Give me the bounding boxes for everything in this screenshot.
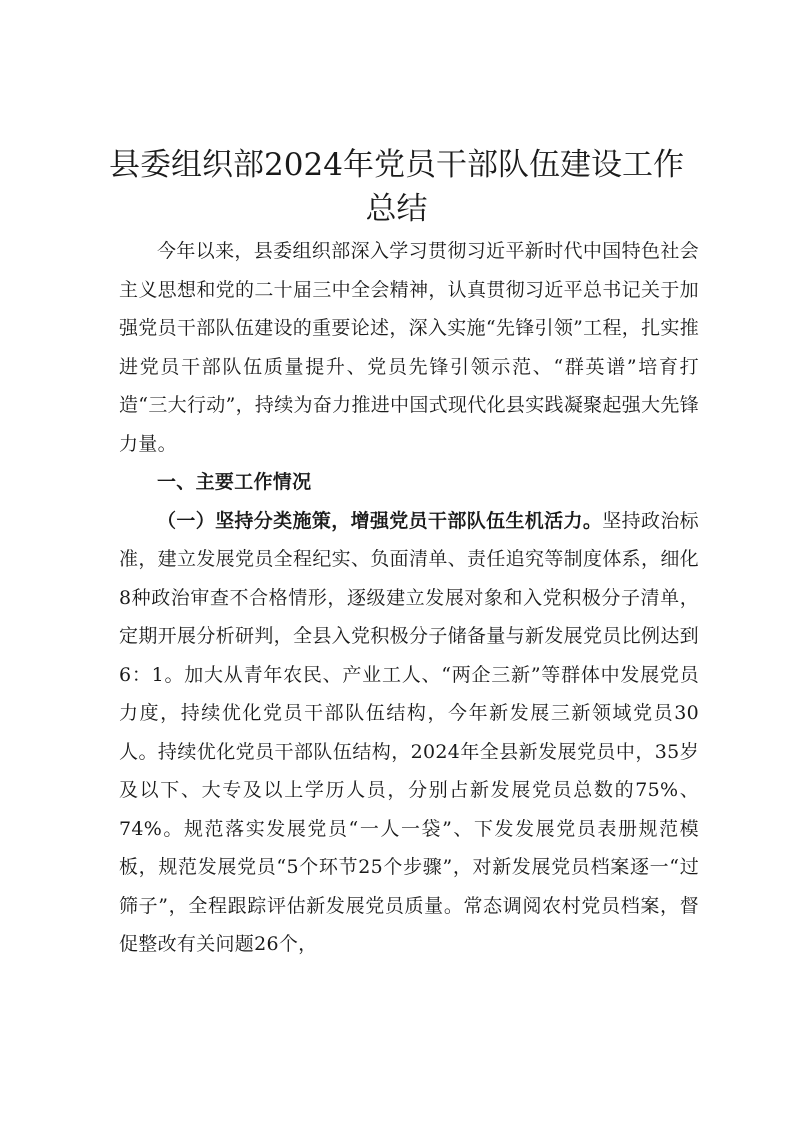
subsection-lead-1: （一）坚持分类施策，增强党员干部队伍生机活力。 <box>157 509 603 532</box>
document-title: 县委组织部2024年党员干部队伍建设工作总结 <box>109 147 684 227</box>
intro-paragraph: 今年以来，县委组织部深入学习贯彻习近平新时代中国特色社会主义思想和党的二十届三中全会精神，认真贯彻习近平总书记关于加强党员干部队伍建设的重要论述，深入实施“先锋引领”工程，扎实推进党员干部队伍质量提升、党员先锋引领示范、“群英谱”培育打造“三大行动”，持续为奋力推进中国式现代化县实践凝聚起强大先锋力量。 <box>119 240 699 455</box>
section-heading-main-work: 一、主要工作情况 <box>157 471 312 493</box>
subsection-text-1: 坚持政治标准，建立发展党员全程纪实、负面清单、责任追究等制度体系，细化8种政治审查不合格情形，逐级建立发展对象和入党积极分子清单，定期开展分析研判，全县入党积极分子储备量与新发展党员比例达到6：1。加大从青年农民、产业工人、“两企三新”等群体中发展党员力度，持续优化党员干部队伍结构，今年新发展三新领域党员30人。持续优化党员干部队伍结构，2024年全县新发展党员中，35岁及以下、大专及以上学历人员，分别占新发展党员总数的75%、74%。规范落实发展党员“一人一袋”、下发发展党员表册规范模板，规范发展党员“5个环节25个步骤”，对新发展党员档案逐一“过筛子”，全程跟踪评估新发展党员质量。常态调阅农村党员档案，督促整改有关问题26个， <box>119 509 699 955</box>
document-body <box>119 232 699 964</box>
subsection-paragraph-1 <box>119 502 699 964</box>
